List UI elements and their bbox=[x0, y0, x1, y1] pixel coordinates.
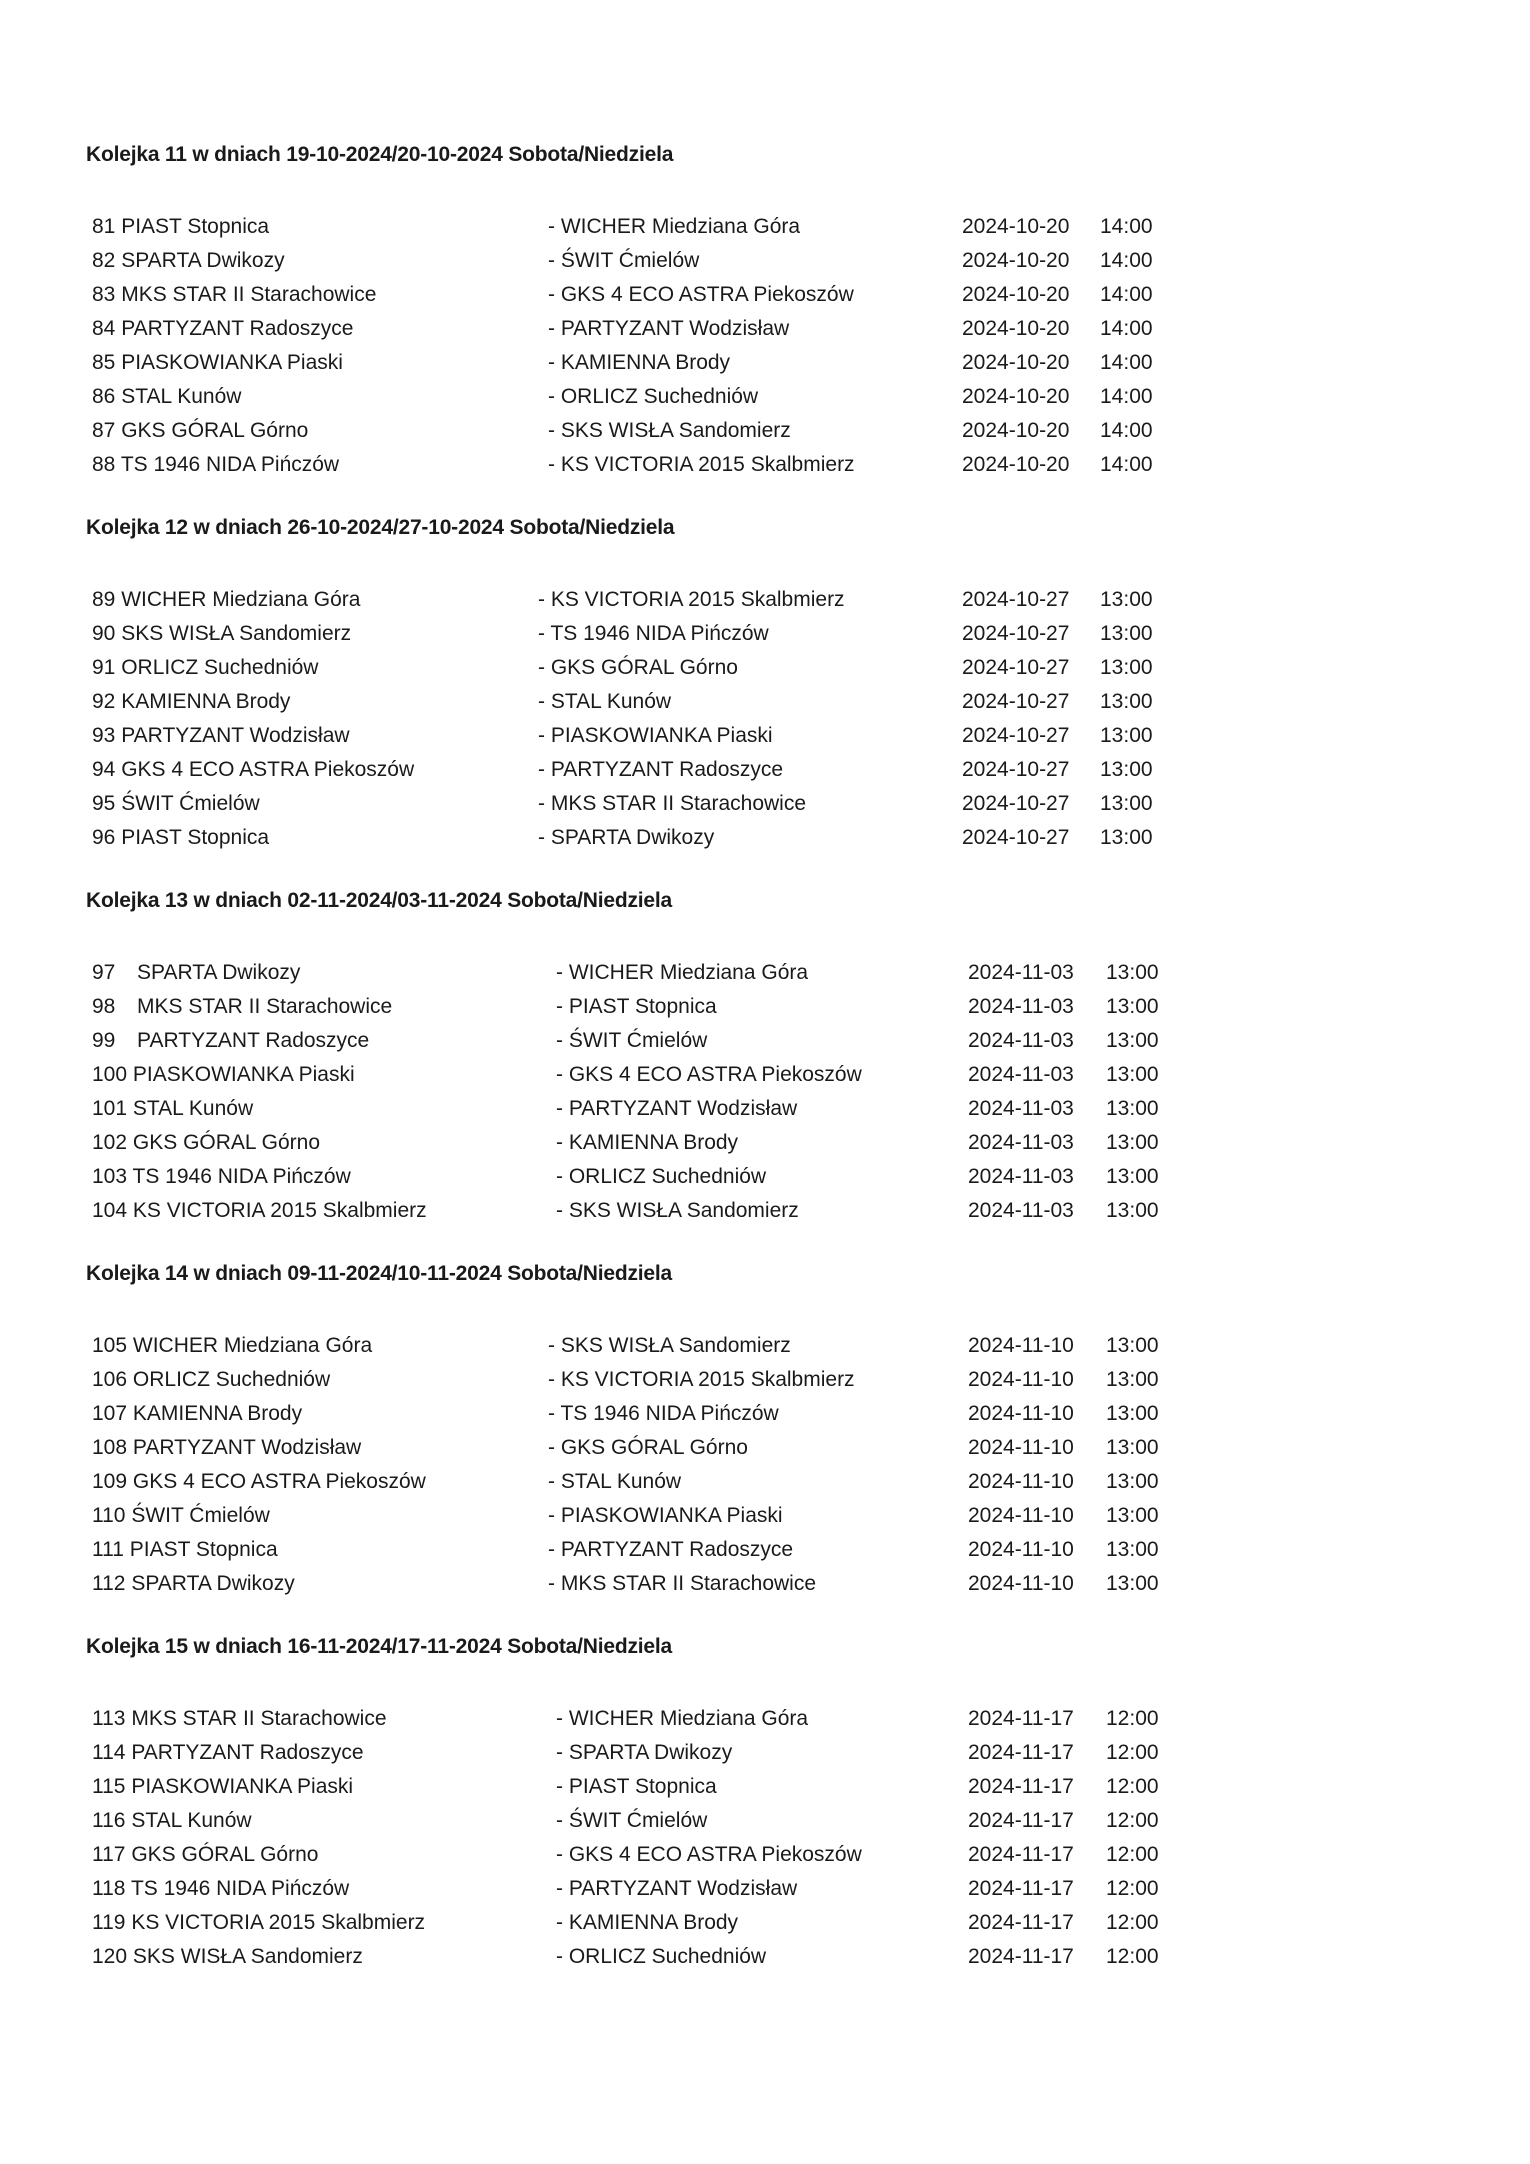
match-time: 13:00 bbox=[1100, 826, 1153, 849]
match-row bbox=[0, 1702, 1530, 1736]
match-number: 83 bbox=[92, 283, 116, 306]
match-number: 116 bbox=[92, 1809, 126, 1832]
away-team: - TS 1946 NIDA Pińczów bbox=[548, 1402, 779, 1425]
match-number: 87 bbox=[92, 419, 116, 442]
home-team bbox=[92, 787, 260, 821]
home-team bbox=[92, 1092, 253, 1126]
home-team bbox=[92, 1804, 252, 1838]
match-row bbox=[0, 1431, 1530, 1465]
match-row bbox=[0, 583, 1530, 617]
away-team: - PIASKOWIANKA Piaski bbox=[538, 724, 773, 747]
match-number: 94 bbox=[92, 758, 116, 781]
match-number: 107 bbox=[92, 1402, 128, 1425]
home-team-name: STAL Kunów bbox=[131, 1809, 252, 1832]
home-team bbox=[92, 990, 392, 1024]
away-team: - ŚWIT Ćmielów bbox=[556, 1809, 708, 1832]
match-number: 110 bbox=[92, 1504, 126, 1527]
match-number: 85 bbox=[92, 351, 116, 374]
match-time: 12:00 bbox=[1106, 1809, 1159, 1832]
match-row bbox=[0, 244, 1530, 278]
home-team-name: PARTYZANT Radoszyce bbox=[137, 1029, 370, 1052]
match-date: 2024-11-03 bbox=[968, 995, 1074, 1018]
home-team bbox=[92, 448, 339, 482]
home-team-name: MKS STAR II Starachowice bbox=[121, 283, 377, 306]
away-team: - STAL Kunów bbox=[538, 690, 672, 713]
match-number: 112 bbox=[92, 1572, 126, 1595]
away-team: - WICHER Miedziana Góra bbox=[548, 215, 801, 238]
away-team: - PIAST Stopnica bbox=[556, 1775, 717, 1798]
match-date: 2024-11-03 bbox=[968, 1131, 1074, 1154]
home-team bbox=[92, 1838, 318, 1872]
home-team-name: WICHER Miedziana Góra bbox=[132, 1334, 373, 1357]
match-number: 104 bbox=[92, 1199, 128, 1222]
match-time: 14:00 bbox=[1100, 215, 1153, 238]
home-team bbox=[92, 753, 414, 787]
match-row bbox=[0, 685, 1530, 719]
home-team bbox=[92, 414, 308, 448]
home-team-name: ŚWIT Ćmielów bbox=[121, 792, 260, 815]
match-date: 2024-11-17 bbox=[968, 1775, 1074, 1798]
match-row bbox=[0, 956, 1530, 990]
home-team-name: PIASKOWIANKA Piaski bbox=[131, 1775, 354, 1798]
home-team bbox=[92, 1024, 369, 1058]
match-time: 13:00 bbox=[1106, 1504, 1159, 1527]
match-date: 2024-11-10 bbox=[968, 1402, 1074, 1425]
round-title: Kolejka 14 w dniach 09-11-2024/10-11-2024 Sobota/Niedziela bbox=[86, 1262, 673, 1285]
match-number: 102 bbox=[92, 1131, 128, 1154]
home-team bbox=[92, 1194, 427, 1228]
home-team-name: SKS WISŁA Sandomierz bbox=[121, 622, 352, 645]
home-team bbox=[92, 1702, 387, 1736]
match-number: 82 bbox=[92, 249, 116, 272]
away-team: - MKS STAR II Starachowice bbox=[548, 1572, 817, 1595]
away-team: - WICHER Miedziana Góra bbox=[556, 1707, 809, 1730]
match-date: 2024-11-17 bbox=[968, 1741, 1074, 1764]
home-team-name: PIASKOWIANKA Piaski bbox=[121, 351, 343, 374]
match-row bbox=[0, 1160, 1530, 1194]
away-team: - KAMIENNA Brody bbox=[556, 1911, 739, 1934]
match-row bbox=[0, 414, 1530, 448]
home-team bbox=[92, 1906, 425, 1940]
home-team bbox=[92, 685, 290, 719]
home-team-name: STAL Kunów bbox=[121, 385, 242, 408]
match-time: 13:00 bbox=[1106, 1470, 1159, 1493]
home-team-name: KS VICTORIA 2015 Skalbmierz bbox=[131, 1911, 426, 1934]
home-team-name: PARTYZANT Radoszyce bbox=[131, 1741, 364, 1764]
home-team bbox=[92, 1160, 351, 1194]
home-team bbox=[92, 244, 285, 278]
home-team-name: SPARTA Dwikozy bbox=[137, 961, 301, 984]
home-team-name: GKS 4 ECO ASTRA Piekoszów bbox=[121, 758, 415, 781]
away-team: - SPARTA Dwikozy bbox=[556, 1741, 733, 1764]
match-date: 2024-11-17 bbox=[968, 1945, 1074, 1968]
match-date: 2024-11-17 bbox=[968, 1707, 1074, 1730]
match-time: 13:00 bbox=[1106, 1165, 1159, 1188]
home-team bbox=[92, 1397, 302, 1431]
home-team-name: MKS STAR II Starachowice bbox=[137, 995, 393, 1018]
match-date: 2024-11-17 bbox=[968, 1843, 1074, 1866]
match-time: 13:00 bbox=[1106, 1334, 1159, 1357]
match-row bbox=[0, 990, 1530, 1024]
match-time: 12:00 bbox=[1106, 1775, 1159, 1798]
match-number: 89 bbox=[92, 588, 116, 611]
match-row bbox=[0, 1092, 1530, 1126]
match-time: 14:00 bbox=[1100, 283, 1153, 306]
match-row bbox=[0, 1804, 1530, 1838]
home-team-name: STAL Kunów bbox=[132, 1097, 254, 1120]
round-title: Kolejka 15 w dniach 16-11-2024/17-11-2024 Sobota/Niedziela bbox=[86, 1635, 673, 1658]
home-team-name: WICHER Miedziana Góra bbox=[121, 588, 361, 611]
match-date: 2024-11-03 bbox=[968, 1165, 1074, 1188]
home-team-name: GKS GÓRAL Górno bbox=[131, 1843, 319, 1866]
match-time: 14:00 bbox=[1100, 419, 1153, 442]
match-row bbox=[0, 448, 1530, 482]
match-row bbox=[0, 651, 1530, 685]
match-date: 2024-11-03 bbox=[968, 1097, 1074, 1120]
match-time: 13:00 bbox=[1106, 1436, 1159, 1459]
match-date: 2024-11-03 bbox=[968, 1199, 1074, 1222]
match-row bbox=[0, 1024, 1530, 1058]
match-row bbox=[0, 787, 1530, 821]
match-row bbox=[0, 1363, 1530, 1397]
match-date: 2024-11-10 bbox=[968, 1368, 1074, 1391]
home-team bbox=[92, 1567, 295, 1601]
home-team-name: PIASKOWIANKA Piaski bbox=[132, 1063, 355, 1086]
match-number: 118 bbox=[92, 1877, 126, 1900]
match-number: 86 bbox=[92, 385, 116, 408]
match-row bbox=[0, 1329, 1530, 1363]
home-team bbox=[92, 1363, 330, 1397]
home-team-name: KS VICTORIA 2015 Skalbmierz bbox=[132, 1199, 427, 1222]
match-date: 2024-11-10 bbox=[968, 1470, 1074, 1493]
home-team bbox=[92, 1770, 353, 1804]
match-time: 13:00 bbox=[1100, 656, 1153, 679]
home-team bbox=[92, 583, 360, 617]
match-time: 13:00 bbox=[1106, 1063, 1159, 1086]
match-number: 96 bbox=[92, 826, 116, 849]
match-time: 14:00 bbox=[1100, 249, 1153, 272]
match-row bbox=[0, 1126, 1530, 1160]
match-time: 13:00 bbox=[1100, 588, 1153, 611]
away-team: - TS 1946 NIDA Pińczów bbox=[538, 622, 769, 645]
away-team: - PARTYZANT Radoszyce bbox=[538, 758, 784, 781]
match-date: 2024-10-20 bbox=[962, 317, 1070, 340]
home-team-name: PIAST Stopnica bbox=[129, 1538, 278, 1561]
match-number: 99 bbox=[92, 1029, 116, 1052]
match-number: 120 bbox=[92, 1945, 128, 1968]
match-number: 101 bbox=[92, 1097, 128, 1120]
home-team bbox=[92, 956, 300, 990]
away-team: - SKS WISŁA Sandomierz bbox=[556, 1199, 799, 1222]
away-team: - SPARTA Dwikozy bbox=[538, 826, 715, 849]
home-team-name: GKS GÓRAL Górno bbox=[121, 419, 309, 442]
match-time: 12:00 bbox=[1106, 1741, 1159, 1764]
match-row bbox=[0, 1736, 1530, 1770]
away-team: - PARTYZANT Wodzisław bbox=[548, 317, 790, 340]
match-number: 119 bbox=[92, 1911, 126, 1934]
match-date: 2024-10-27 bbox=[962, 792, 1070, 815]
match-date: 2024-10-27 bbox=[962, 724, 1070, 747]
home-team-name: PIAST Stopnica bbox=[121, 826, 270, 849]
match-date: 2024-11-03 bbox=[968, 1063, 1074, 1086]
home-team-name: ORLICZ Suchedniów bbox=[121, 656, 319, 679]
match-time: 13:00 bbox=[1106, 995, 1159, 1018]
match-number: 92 bbox=[92, 690, 116, 713]
match-number: 91 bbox=[92, 656, 116, 679]
away-team: - ORLICZ Suchedniów bbox=[556, 1165, 767, 1188]
match-row bbox=[0, 1770, 1530, 1804]
home-team bbox=[92, 617, 351, 651]
match-date: 2024-11-10 bbox=[968, 1504, 1074, 1527]
match-date: 2024-11-17 bbox=[968, 1911, 1074, 1934]
away-team: - SKS WISŁA Sandomierz bbox=[548, 1334, 791, 1357]
match-time: 13:00 bbox=[1106, 1097, 1159, 1120]
away-team: - ŚWIT Ćmielów bbox=[548, 249, 700, 272]
match-row bbox=[0, 753, 1530, 787]
round-title: Kolejka 12 w dniach 26-10-2024/27-10-2024 Sobota/Niedziela bbox=[86, 516, 675, 539]
home-team-name: SKS WISŁA Sandomierz bbox=[132, 1945, 363, 1968]
match-number: 88 bbox=[92, 453, 116, 476]
home-team bbox=[92, 1940, 363, 1974]
match-date: 2024-10-20 bbox=[962, 385, 1070, 408]
match-number: 84 bbox=[92, 317, 116, 340]
home-team bbox=[92, 821, 269, 855]
match-time: 13:00 bbox=[1106, 1199, 1159, 1222]
match-number: 100 bbox=[92, 1063, 128, 1086]
home-team-name: KAMIENNA Brody bbox=[132, 1402, 303, 1425]
match-time: 14:00 bbox=[1100, 317, 1153, 340]
match-time: 13:00 bbox=[1100, 690, 1153, 713]
match-time: 12:00 bbox=[1106, 1945, 1159, 1968]
round-title: Kolejka 13 w dniach 02-11-2024/03-11-2024 Sobota/Niedziela bbox=[86, 889, 673, 912]
match-number: 105 bbox=[92, 1334, 128, 1357]
home-team bbox=[92, 1329, 372, 1363]
match-number: 108 bbox=[92, 1436, 128, 1459]
home-team bbox=[92, 651, 318, 685]
home-team-name: TS 1946 NIDA Pińczów bbox=[120, 453, 340, 476]
match-row bbox=[0, 1499, 1530, 1533]
match-time: 14:00 bbox=[1100, 351, 1153, 374]
match-number: 106 bbox=[92, 1368, 128, 1391]
match-number: 115 bbox=[92, 1775, 126, 1798]
match-time: 13:00 bbox=[1100, 758, 1153, 781]
match-date: 2024-11-03 bbox=[968, 1029, 1074, 1052]
match-date: 2024-10-27 bbox=[962, 690, 1070, 713]
away-team: - SKS WISŁA Sandomierz bbox=[548, 419, 791, 442]
match-row bbox=[0, 1058, 1530, 1092]
home-team bbox=[92, 1058, 355, 1092]
home-team bbox=[92, 719, 350, 753]
match-date: 2024-10-27 bbox=[962, 656, 1070, 679]
home-team bbox=[92, 1431, 361, 1465]
match-time: 13:00 bbox=[1106, 1402, 1159, 1425]
match-row bbox=[0, 1838, 1530, 1872]
match-number: 114 bbox=[92, 1741, 126, 1764]
match-date: 2024-11-10 bbox=[968, 1538, 1074, 1561]
home-team-name: PARTYZANT Wodzisław bbox=[121, 724, 350, 747]
match-time: 13:00 bbox=[1106, 961, 1159, 984]
match-time: 12:00 bbox=[1106, 1911, 1159, 1934]
round-title: Kolejka 11 w dniach 19-10-2024/20-10-2024 Sobota/Niedziela bbox=[86, 143, 674, 166]
match-row bbox=[0, 1567, 1530, 1601]
match-time: 12:00 bbox=[1106, 1843, 1159, 1866]
away-team: - KAMIENNA Brody bbox=[556, 1131, 739, 1154]
home-team-name: ŚWIT Ćmielów bbox=[131, 1504, 270, 1527]
away-team: - MKS STAR II Starachowice bbox=[538, 792, 807, 815]
match-date: 2024-10-27 bbox=[962, 588, 1070, 611]
match-number: 81 bbox=[92, 215, 116, 238]
home-team-name: SPARTA Dwikozy bbox=[121, 249, 285, 272]
match-time: 14:00 bbox=[1100, 385, 1153, 408]
home-team bbox=[92, 1736, 364, 1770]
home-team bbox=[92, 1465, 426, 1499]
match-number: 111 bbox=[92, 1538, 124, 1561]
match-time: 13:00 bbox=[1106, 1131, 1159, 1154]
match-date: 2024-10-27 bbox=[962, 758, 1070, 781]
home-team-name: GKS GÓRAL Górno bbox=[132, 1131, 321, 1154]
match-number: 90 bbox=[92, 622, 116, 645]
away-team: - GKS 4 ECO ASTRA Piekoszów bbox=[556, 1843, 862, 1866]
match-row bbox=[0, 821, 1530, 855]
match-row bbox=[0, 1397, 1530, 1431]
match-row bbox=[0, 1872, 1530, 1906]
away-team: - KS VICTORIA 2015 Skalbmierz bbox=[548, 1368, 855, 1391]
away-team: - STAL Kunów bbox=[548, 1470, 682, 1493]
match-row bbox=[0, 1906, 1530, 1940]
match-date: 2024-10-20 bbox=[962, 453, 1070, 476]
match-time: 12:00 bbox=[1106, 1877, 1159, 1900]
home-team-name: ORLICZ Suchedniów bbox=[132, 1368, 331, 1391]
home-team-name: TS 1946 NIDA Pińczów bbox=[130, 1877, 350, 1900]
match-time: 13:00 bbox=[1106, 1029, 1159, 1052]
match-row bbox=[0, 278, 1530, 312]
away-team: - PIASKOWIANKA Piaski bbox=[548, 1504, 783, 1527]
match-date: 2024-11-10 bbox=[968, 1334, 1074, 1357]
match-date: 2024-10-20 bbox=[962, 249, 1070, 272]
match-date: 2024-11-17 bbox=[968, 1877, 1074, 1900]
match-number: 113 bbox=[92, 1707, 126, 1730]
home-team bbox=[92, 346, 343, 380]
away-team: - GKS GÓRAL Górno bbox=[538, 656, 738, 679]
home-team bbox=[92, 380, 241, 414]
match-row bbox=[0, 1465, 1530, 1499]
match-number: 98 bbox=[92, 995, 116, 1018]
match-date: 2024-10-27 bbox=[962, 622, 1070, 645]
away-team: - KS VICTORIA 2015 Skalbmierz bbox=[538, 588, 845, 611]
away-team: - PARTYZANT Radoszyce bbox=[548, 1538, 794, 1561]
match-date: 2024-11-17 bbox=[968, 1809, 1074, 1832]
home-team-name: MKS STAR II Starachowice bbox=[131, 1707, 387, 1730]
match-number: 103 bbox=[92, 1165, 128, 1188]
home-team bbox=[92, 210, 269, 244]
match-time: 13:00 bbox=[1100, 622, 1153, 645]
home-team-name: PARTYZANT Wodzisław bbox=[132, 1436, 362, 1459]
match-row bbox=[0, 210, 1530, 244]
match-time: 13:00 bbox=[1106, 1368, 1159, 1391]
away-team: - KAMIENNA Brody bbox=[548, 351, 731, 374]
match-date: 2024-11-03 bbox=[968, 961, 1074, 984]
away-team: - PIAST Stopnica bbox=[556, 995, 717, 1018]
match-row bbox=[0, 719, 1530, 753]
match-number: 97 bbox=[92, 961, 116, 984]
match-time: 13:00 bbox=[1100, 792, 1153, 815]
away-team: - GKS GÓRAL Górno bbox=[548, 1436, 748, 1459]
match-date: 2024-11-10 bbox=[968, 1572, 1074, 1595]
match-date: 2024-10-20 bbox=[962, 351, 1070, 374]
home-team bbox=[92, 1126, 320, 1160]
away-team: - PARTYZANT Wodzisław bbox=[556, 1097, 798, 1120]
home-team-name: PIAST Stopnica bbox=[121, 215, 270, 238]
away-team: - ORLICZ Suchedniów bbox=[548, 385, 759, 408]
match-time: 13:00 bbox=[1100, 724, 1153, 747]
match-time: 13:00 bbox=[1106, 1538, 1159, 1561]
match-row bbox=[0, 617, 1530, 651]
match-date: 2024-10-20 bbox=[962, 419, 1070, 442]
match-row bbox=[0, 312, 1530, 346]
home-team bbox=[92, 1872, 349, 1906]
match-number: 109 bbox=[92, 1470, 128, 1493]
match-row bbox=[0, 346, 1530, 380]
home-team bbox=[92, 278, 376, 312]
match-number: 117 bbox=[92, 1843, 126, 1866]
match-row bbox=[0, 1940, 1530, 1974]
match-row bbox=[0, 380, 1530, 414]
home-team bbox=[92, 1499, 270, 1533]
home-team bbox=[92, 312, 353, 346]
match-date: 2024-11-10 bbox=[968, 1436, 1074, 1459]
away-team: - KS VICTORIA 2015 Skalbmierz bbox=[548, 453, 855, 476]
match-row bbox=[0, 1194, 1530, 1228]
away-team: - ORLICZ Suchedniów bbox=[556, 1945, 767, 1968]
home-team-name: PARTYZANT Radoszyce bbox=[121, 317, 354, 340]
match-time: 13:00 bbox=[1106, 1572, 1159, 1595]
away-team: - GKS 4 ECO ASTRA Piekoszów bbox=[548, 283, 854, 306]
home-team-name: KAMIENNA Brody bbox=[121, 690, 291, 713]
away-team: - ŚWIT Ćmielów bbox=[556, 1029, 708, 1052]
away-team: - PARTYZANT Wodzisław bbox=[556, 1877, 798, 1900]
match-time: 12:00 bbox=[1106, 1707, 1159, 1730]
away-team: - WICHER Miedziana Góra bbox=[556, 961, 809, 984]
match-number: 93 bbox=[92, 724, 116, 747]
match-date: 2024-10-20 bbox=[962, 283, 1070, 306]
away-team: - GKS 4 ECO ASTRA Piekoszów bbox=[556, 1063, 862, 1086]
home-team-name: GKS 4 ECO ASTRA Piekoszów bbox=[132, 1470, 426, 1493]
home-team-name: TS 1946 NIDA Pińczów bbox=[132, 1165, 351, 1188]
home-team bbox=[92, 1533, 278, 1567]
match-row bbox=[0, 1533, 1530, 1567]
home-team-name: SPARTA Dwikozy bbox=[131, 1572, 295, 1595]
match-date: 2024-10-27 bbox=[962, 826, 1070, 849]
match-date: 2024-10-20 bbox=[962, 215, 1070, 238]
match-time: 14:00 bbox=[1100, 453, 1153, 476]
match-number: 95 bbox=[92, 792, 116, 815]
